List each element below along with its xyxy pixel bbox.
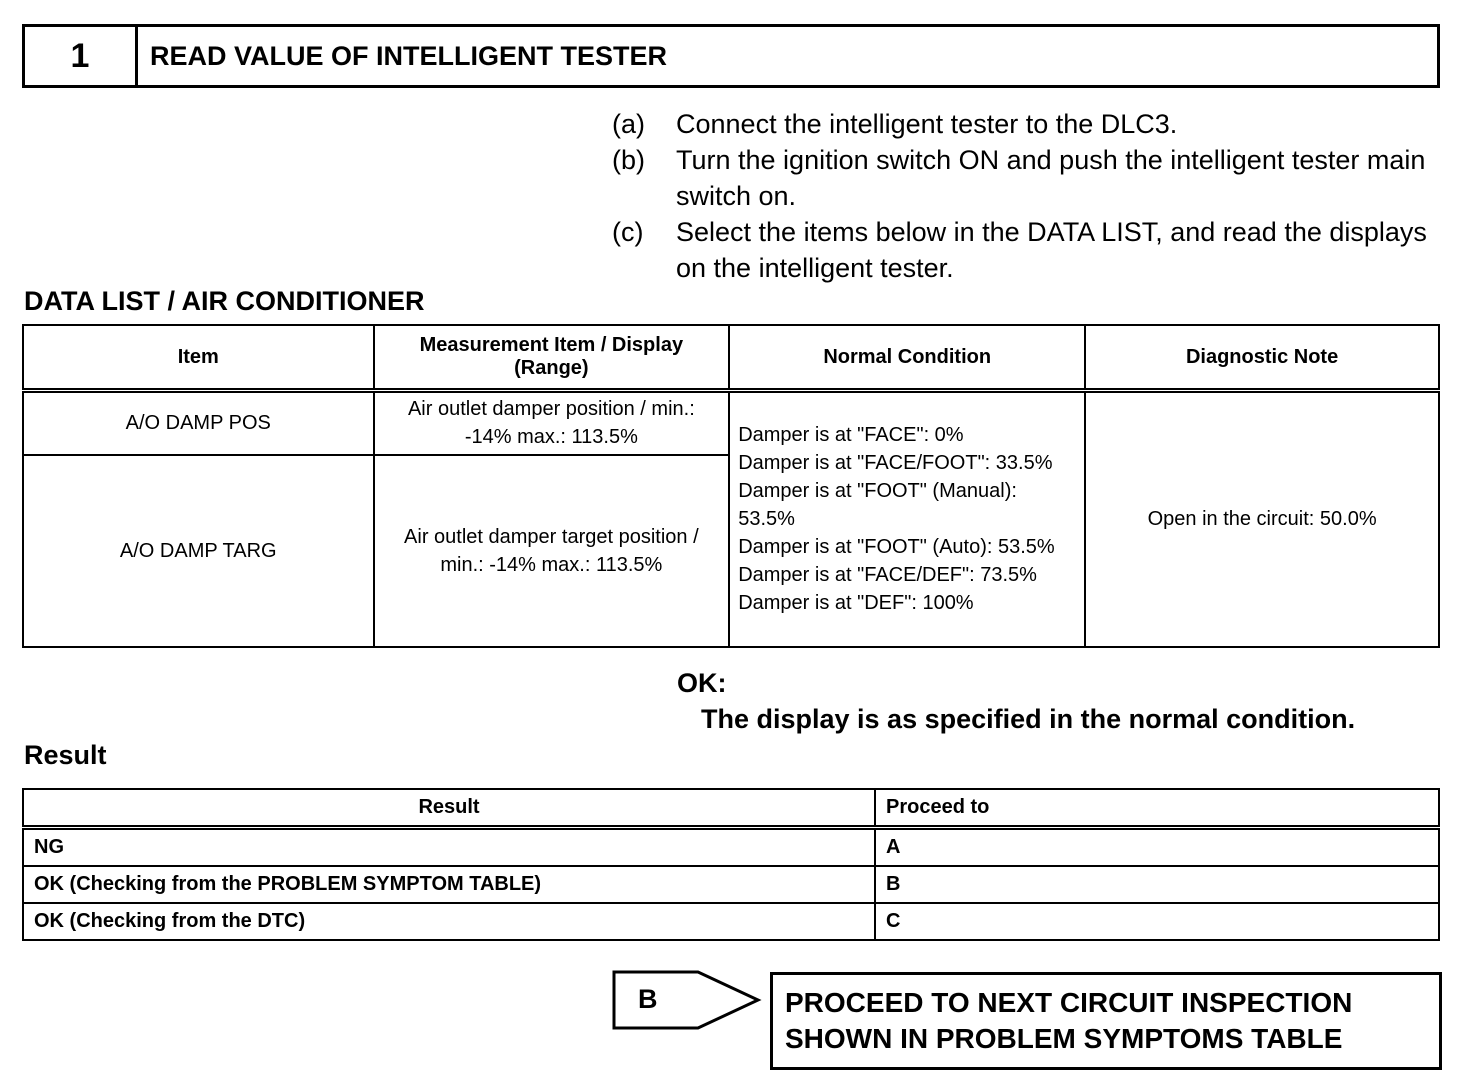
- column-header-item: Item: [23, 325, 374, 391]
- arrow-right-icon: [612, 970, 762, 1030]
- normal-condition-cell: [729, 391, 1085, 647]
- proceed-text-line: PROCEED TO NEXT CIRCUIT INSPECTION: [785, 987, 1353, 1018]
- column-header-proceed: Proceed to: [875, 789, 1439, 828]
- table-header-row: [23, 325, 1439, 391]
- proceed-cell: C: [875, 903, 1439, 940]
- table-row: [23, 391, 1439, 455]
- diagnostic-note-cell: Open in the circuit: 50.0%: [1085, 391, 1439, 647]
- item-cell: A/O DAMP POS: [23, 391, 374, 455]
- item-cell: A/O DAMP TARG: [23, 455, 374, 647]
- normal-condition-line: Damper is at "FOOT" (Auto): 53.5%: [738, 536, 1055, 559]
- table-row: [23, 828, 1439, 867]
- instruction-item: [612, 214, 1432, 286]
- table-header-row: [23, 789, 1439, 828]
- result-cell: OK (Checking from the PROBLEM SYMPTOM TABLE): [23, 866, 875, 903]
- instruction-text: Select the items below in the DATA LIST, and read the displays on the intelligent tester.: [676, 217, 1427, 283]
- normal-condition-line: Damper is at "FACE/DEF": 73.5%: [738, 564, 1037, 587]
- result-cell: NG: [23, 828, 875, 867]
- proceed-box: [770, 972, 1442, 1070]
- data-list-table: [22, 324, 1440, 648]
- arrow-label: B: [638, 984, 658, 1014]
- instruction-list: [612, 106, 1432, 286]
- data-list-title: DATA LIST / AIR CONDITIONER: [24, 286, 425, 316]
- ok-text: The display is as specified in the normal condition.: [701, 704, 1356, 734]
- column-header-normal-condition: Normal Condition: [729, 325, 1085, 391]
- normal-condition-line: Damper is at "FACE": 0%: [738, 424, 964, 447]
- normal-condition-line: Damper is at "FACE/FOOT": 33.5%: [738, 452, 1053, 475]
- instruction-key: (a): [612, 109, 645, 139]
- proceed-cell: A: [875, 828, 1439, 867]
- measurement-cell: Air outlet damper position / min.: -14% max.: 113.5%: [374, 391, 730, 455]
- table-row: [23, 903, 1439, 940]
- column-header-measurement: Measurement Item / Display (Range): [374, 325, 730, 391]
- column-header-diagnostic-note: Diagnostic Note: [1085, 325, 1439, 391]
- instruction-key: (c): [612, 217, 644, 247]
- result-title: Result: [24, 740, 107, 770]
- ok-label: OK:: [677, 668, 727, 698]
- table-row: [23, 866, 1439, 903]
- step-title: READ VALUE OF INTELLIGENT TESTER: [150, 40, 668, 71]
- normal-condition-line: Damper is at "FOOT" (Manual): 53.5%: [738, 480, 1017, 531]
- result-cell: OK (Checking from the DTC): [23, 903, 875, 940]
- column-header-result: Result: [23, 789, 875, 828]
- proceed-text-line: SHOWN IN PROBLEM SYMPTOMS TABLE: [785, 1023, 1343, 1054]
- proceed-cell: B: [875, 866, 1439, 903]
- measurement-cell: Air outlet damper target position / min.: -14% max.: 113.5%: [374, 455, 730, 647]
- step-header: [22, 24, 1440, 88]
- step-number: 1: [25, 27, 138, 85]
- instruction-text: Connect the intelligent tester to the DLC3.: [676, 109, 1178, 139]
- instruction-text: Turn the ignition switch ON and push the intelligent tester main switch on.: [676, 145, 1426, 211]
- normal-condition-line: Damper is at "DEF": 100%: [738, 592, 974, 615]
- instruction-key: (b): [612, 145, 645, 175]
- instruction-item: [612, 142, 1432, 214]
- result-table: [22, 788, 1440, 941]
- instruction-item: [612, 106, 1432, 142]
